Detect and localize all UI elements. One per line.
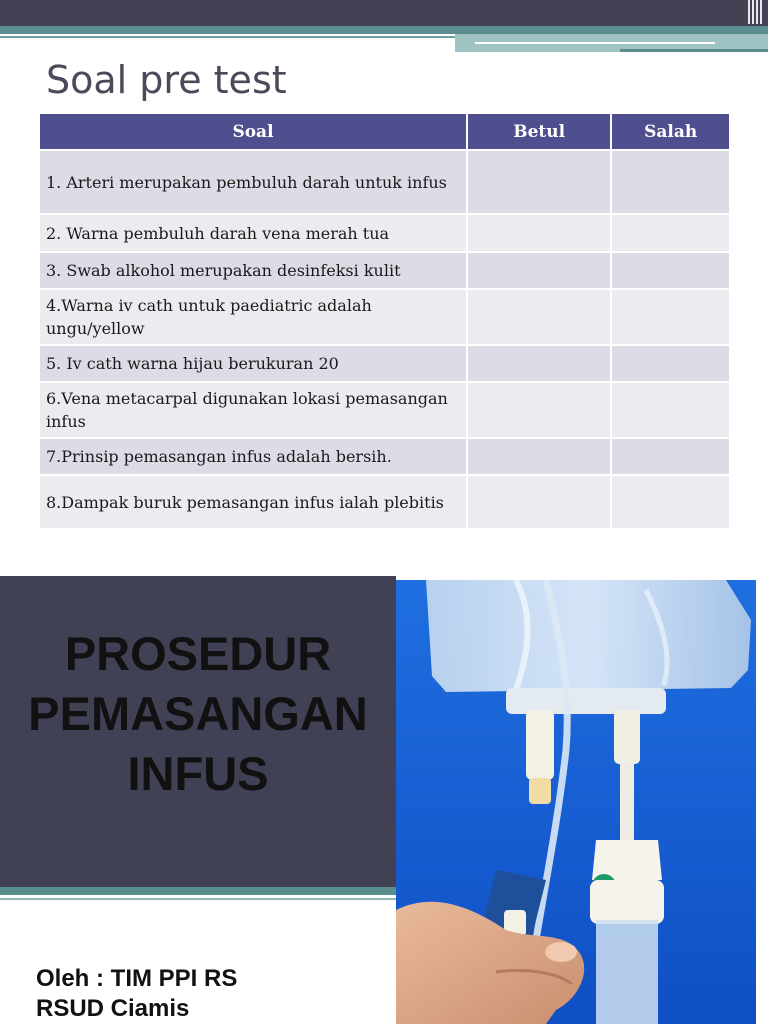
title-line: PEMASANGAN — [28, 687, 368, 740]
teal-thin-line — [0, 36, 455, 38]
answer-cell-salah[interactable] — [611, 150, 729, 214]
teal-thin-line — [0, 898, 396, 900]
question-cell: 7.Prinsip pemasangan infus adalah bersih. — [40, 438, 467, 475]
table-header-row — [40, 114, 729, 150]
author-line: Oleh : TIM PPI RS — [36, 965, 238, 992]
column-header-salah: Salah — [611, 114, 729, 150]
answer-cell-betul[interactable] — [467, 214, 611, 252]
answer-cell-betul[interactable] — [467, 438, 611, 475]
teal-accent-bar — [0, 887, 396, 895]
question-cell: 3. Swab alkohol merupakan desinfeksi kulit — [40, 252, 467, 289]
injection-port — [526, 710, 554, 780]
top-header-bar — [0, 0, 768, 26]
slide-title-prosedur — [0, 576, 768, 1024]
question-cell: 5. Iv cath warna hijau berukuran 20 — [40, 345, 467, 382]
question-cell: 8.Dampak buruk pemasangan infus ialah plebitis — [40, 475, 467, 528]
table-row — [40, 252, 729, 289]
table-row — [40, 438, 729, 475]
answer-cell-salah[interactable] — [611, 214, 729, 252]
answer-cell-betul[interactable] — [467, 475, 611, 528]
iv-bag-photo — [396, 580, 756, 1024]
table-row — [40, 214, 729, 252]
table-row — [40, 382, 729, 438]
answer-cell-salah[interactable] — [611, 252, 729, 289]
question-cell: 2. Warna pembuluh darah vena merah tua — [40, 214, 467, 252]
answer-cell-salah[interactable] — [611, 345, 729, 382]
answer-cell-betul[interactable] — [467, 150, 611, 214]
table-row — [40, 475, 729, 528]
iv-bag-illustration — [396, 580, 756, 1024]
decorative-stripe-line — [475, 42, 715, 44]
decorative-stripe-dark — [620, 49, 768, 52]
answer-cell-betul[interactable] — [467, 345, 611, 382]
answer-cell-betul[interactable] — [467, 252, 611, 289]
column-header-betul: Betul — [467, 114, 611, 150]
drip-chamber-top — [592, 840, 662, 880]
author-line: RSUD Ciamis — [36, 995, 190, 1022]
answer-cell-betul[interactable] — [467, 382, 611, 438]
question-cell: 1. Arteri merupakan pembuluh darah untuk infus — [40, 150, 467, 214]
table-row — [40, 289, 729, 345]
answer-cell-betul[interactable] — [467, 289, 611, 345]
slide-title: Soal pre test — [46, 58, 287, 102]
answer-cell-salah[interactable] — [611, 289, 729, 345]
iv-bag — [426, 580, 751, 692]
author-block — [36, 964, 237, 1024]
drip-chamber — [596, 920, 658, 1024]
answer-cell-salah[interactable] — [611, 475, 729, 528]
corner-marks — [748, 0, 762, 24]
title-line: PROSEDUR — [64, 627, 332, 680]
spike-port — [614, 710, 640, 764]
presentation-title — [0, 624, 396, 804]
answer-cell-salah[interactable] — [611, 438, 729, 475]
bag-connector — [506, 688, 666, 714]
table-row — [40, 345, 729, 382]
teal-accent-bar — [0, 26, 768, 34]
table-row — [40, 150, 729, 214]
column-header-soal: Soal — [40, 114, 467, 150]
quiz-table — [40, 114, 729, 528]
answer-cell-salah[interactable] — [611, 382, 729, 438]
question-cell: 6.Vena metacarpal digunakan lokasi pemasangan infus — [40, 382, 467, 438]
question-cell: 4.Warna iv cath untuk paediatric adalah ungu/yellow — [40, 289, 467, 345]
title-line: INFUS — [127, 747, 269, 800]
